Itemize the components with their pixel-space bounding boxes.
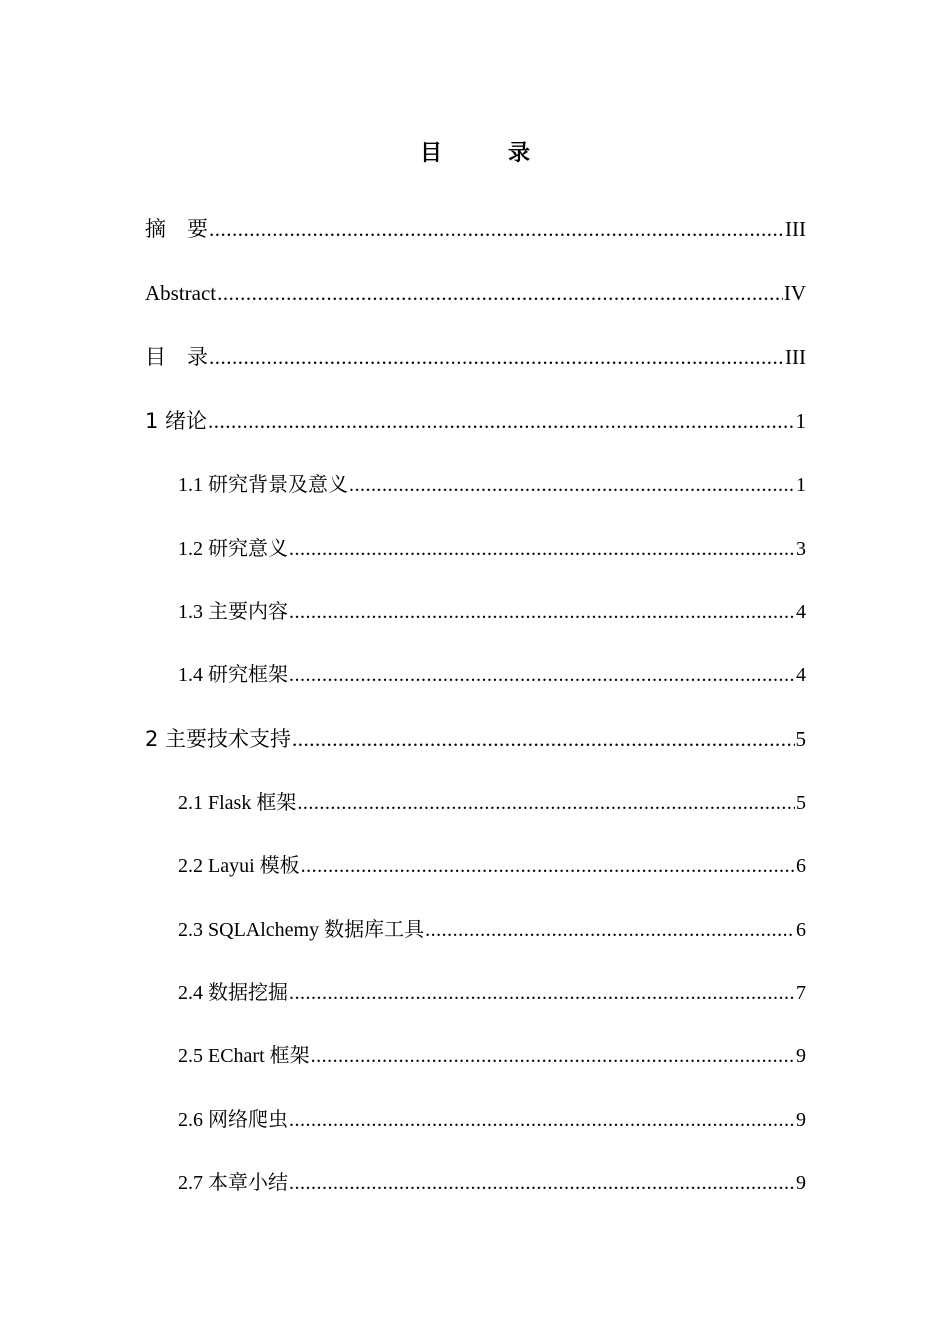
toc-title: 目 录 <box>419 141 552 166</box>
toc-entry-section-1-4[interactable] <box>178 660 806 690</box>
toc-dot-leader <box>297 788 795 818</box>
toc-entry-label: 2.7 本章小结 <box>178 1172 288 1194</box>
toc-entry-label: 摘 要 <box>145 217 208 241</box>
toc-entry-label: 2 主要技术支持 <box>145 727 292 751</box>
toc-entry-label: 2.3 SQLAlchemy 数据库工具 <box>178 919 425 941</box>
toc-dot-leader <box>217 278 783 308</box>
toc-entry-label: 2.1 Flask 框架 <box>178 792 297 814</box>
toc-entry-label: 1.2 研究意义 <box>178 538 288 560</box>
toc-entry-section-2-5[interactable] <box>178 1041 806 1071</box>
toc-dot-leader <box>209 214 784 244</box>
toc-dot-leader <box>349 470 795 500</box>
toc-entry-page: 7 <box>796 982 806 1004</box>
toc-dot-leader <box>301 851 795 881</box>
toc-entry-page: 5 <box>796 792 806 814</box>
toc-entry-section-2-1[interactable] <box>178 788 806 818</box>
toc-entry-label: 2.4 数据挖掘 <box>178 982 288 1004</box>
toc-entry-chapter-1[interactable] <box>145 406 806 436</box>
toc-entry-page: III <box>785 345 806 369</box>
toc-entry-page: 6 <box>796 919 806 941</box>
toc-entry-label: 1.4 研究框架 <box>178 664 288 686</box>
toc-entry-page: III <box>785 217 806 241</box>
toc-entry-section-2-3[interactable] <box>178 915 806 945</box>
toc-entry-section-2-7[interactable] <box>178 1168 806 1198</box>
toc-dot-leader <box>289 1168 795 1198</box>
toc-dot-leader <box>209 342 784 372</box>
toc-entry-section-1-3[interactable] <box>178 597 806 627</box>
toc-entry-label: 2.6 网络爬虫 <box>178 1109 288 1131</box>
toc-entry-page: 6 <box>796 855 806 877</box>
toc-entry-page: 5 <box>795 727 806 751</box>
toc-dot-leader <box>289 1105 795 1135</box>
toc-entry-label: 1.1 研究背景及意义 <box>178 474 348 496</box>
toc-entry-chapter-2[interactable] <box>145 724 806 754</box>
toc-dot-leader <box>425 915 795 945</box>
toc-entry-section-1-2[interactable] <box>178 534 806 564</box>
toc-entry-section-2-6[interactable] <box>178 1105 806 1135</box>
toc-entry-page: 3 <box>796 538 806 560</box>
toc-dot-leader <box>289 978 795 1008</box>
toc-entry-abstract-cn[interactable] <box>145 214 806 244</box>
toc-entry-section-1-1[interactable] <box>178 470 806 500</box>
toc-entry-label: 1 绪论 <box>145 409 208 433</box>
toc-entry-page: 4 <box>796 601 806 623</box>
toc-entry-label: Abstract <box>145 281 217 305</box>
toc-entry-page: 9 <box>796 1172 806 1194</box>
toc-entry-section-2-4[interactable] <box>178 978 806 1008</box>
toc-dot-leader <box>289 660 795 690</box>
toc-dot-leader <box>208 406 794 436</box>
toc-entry-label: 2.5 EChart 框架 <box>178 1045 310 1067</box>
toc-entry-section-2-2[interactable] <box>178 851 806 881</box>
toc-dot-leader <box>311 1041 795 1071</box>
toc-entry-page: 1 <box>796 474 806 496</box>
toc-entry-label: 1.3 主要内容 <box>178 601 288 623</box>
toc-entry-abstract-en[interactable] <box>145 278 806 308</box>
toc-dot-leader <box>292 724 794 754</box>
toc-entry-page: 4 <box>796 664 806 686</box>
toc-dot-leader <box>289 534 795 564</box>
toc-dot-leader <box>289 597 795 627</box>
toc-entry-page: 1 <box>795 409 806 433</box>
toc-entry-page: 9 <box>796 1109 806 1131</box>
toc-entry-page: 9 <box>796 1045 806 1067</box>
toc-entry-contents[interactable] <box>145 342 806 372</box>
toc-entry-page: IV <box>783 281 806 305</box>
toc-entry-label: 2.2 Layui 模板 <box>178 855 300 877</box>
toc-entry-label: 目 录 <box>145 345 208 369</box>
